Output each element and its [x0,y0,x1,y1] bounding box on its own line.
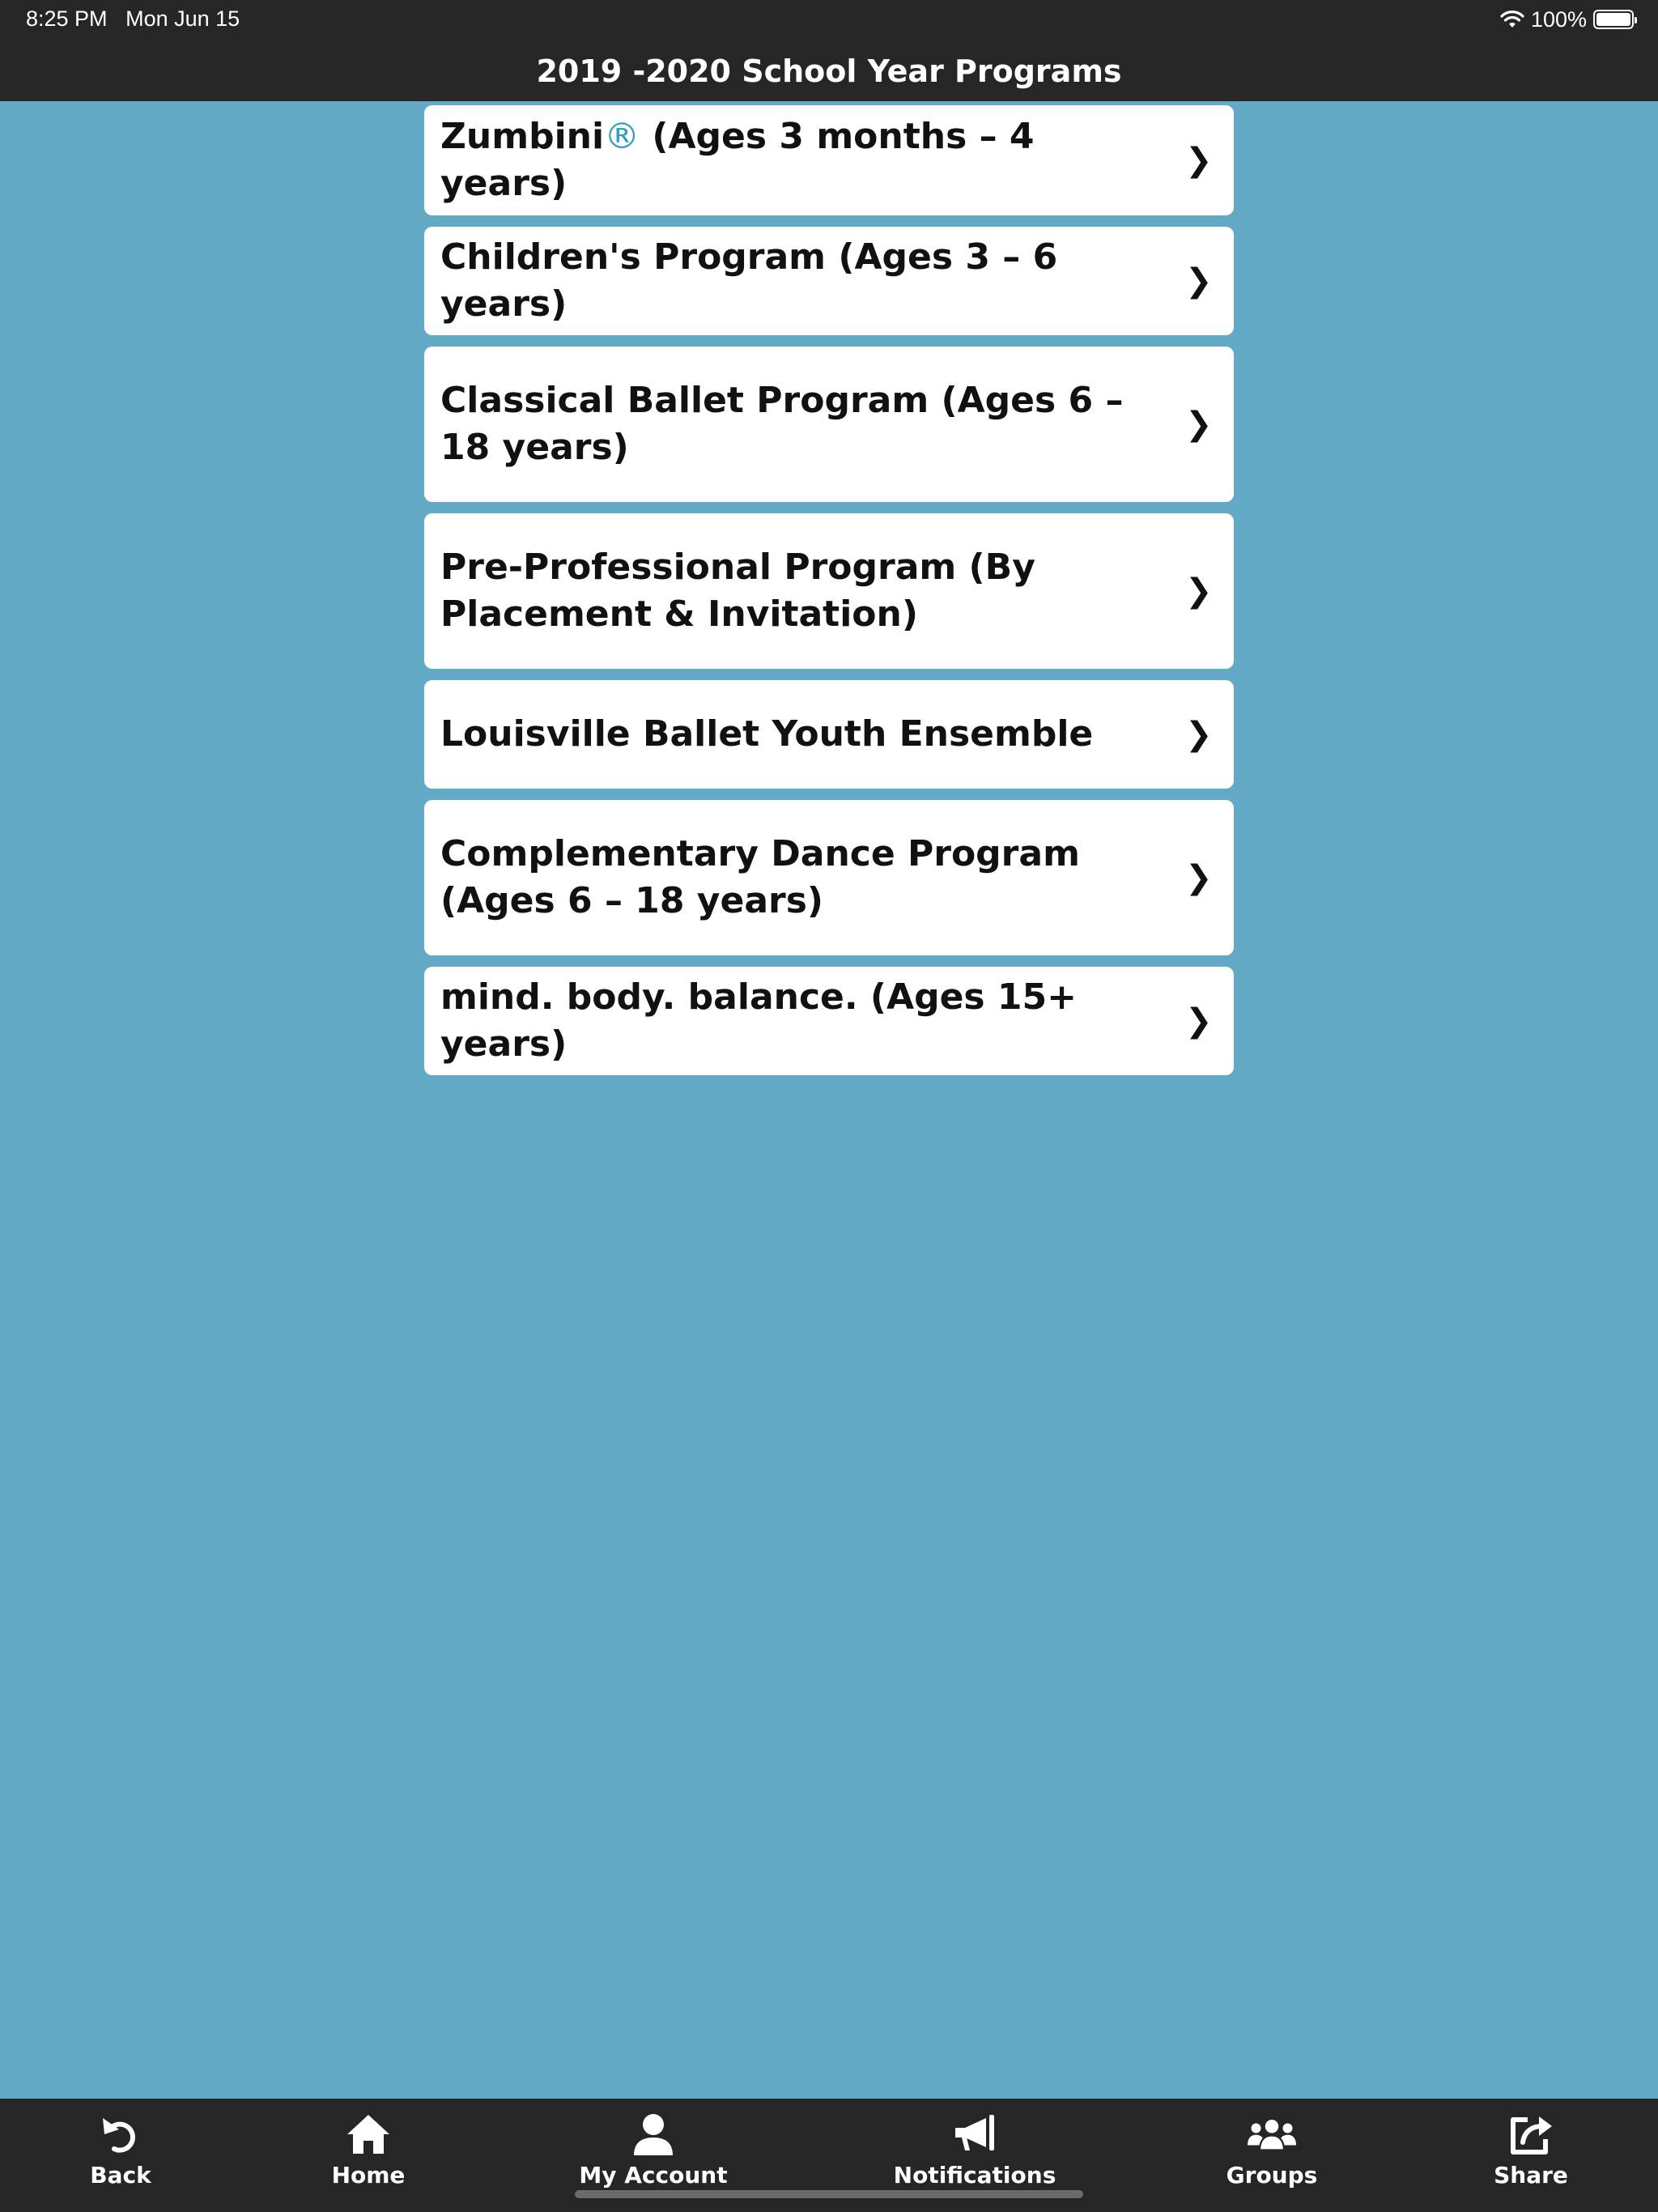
page-title: 2019 -2020 School Year Programs [536,53,1122,89]
chevron-right-icon: ❯ [1185,406,1213,443]
tab-groups[interactable] [1171,2112,1373,2189]
user-icon [629,2112,678,2157]
program-item-mind-body-balance[interactable] [424,967,1234,1075]
tab-share[interactable] [1430,2112,1632,2189]
program-item-label: Classical Ballet Program (Ages 6 – 18 years) [440,380,1124,468]
program-item-childrens[interactable] [424,227,1234,335]
program-item-youth-ensemble[interactable] [424,680,1234,789]
program-name-main: Zumbini [440,116,605,157]
chevron-right-icon: ❯ [1185,142,1213,179]
registered-mark: ® [604,116,640,157]
program-item-label: Louisville Ballet Youth Ensemble [440,713,1094,755]
tab-back-label: Back [90,2162,151,2189]
groups-icon [1248,2112,1296,2157]
battery-percent: 100% [1530,6,1587,32]
wifi-icon [1500,10,1524,29]
tab-my-account[interactable] [552,2112,755,2189]
status-bar-right [1500,6,1634,32]
chevron-right-icon: ❯ [1185,716,1213,753]
status-bar-time [26,6,240,32]
program-item-label: Pre-Professional Program (By Placement & Invitation) [440,547,1035,635]
tab-notifications[interactable] [874,2112,1076,2189]
top-bar [0,0,1658,101]
tab-groups-label: Groups [1226,2162,1318,2189]
program-item-classical-ballet[interactable] [424,347,1234,502]
home-icon [344,2112,393,2157]
chevron-right-icon: ❯ [1185,859,1213,896]
program-item-label: Complementary Dance Program (Ages 6 – 18 years) [440,833,1080,921]
tab-home[interactable] [267,2112,470,2189]
tab-share-label: Share [1494,2162,1568,2189]
status-time: 8:25 PM [26,6,108,31]
program-item-pre-professional[interactable] [424,513,1234,669]
chevron-right-icon: ❯ [1185,262,1213,300]
program-item-label: mind. body. balance. (Ages 15+ years) [440,976,1078,1065]
share-icon [1507,2112,1555,2157]
tab-home-label: Home [331,2162,406,2189]
battery-level [1596,13,1630,26]
program-name-rest: (Ages 3 months – 4 years) [440,116,1035,204]
home-indicator[interactable] [575,2190,1083,2198]
program-item-label: Children's Program (Ages 3 – 6 years) [440,236,1058,325]
status-date: Mon Jun 15 [125,6,240,31]
back-arrow-icon [96,2112,145,2157]
program-item-label [440,113,1185,207]
chevron-right-icon: ❯ [1185,1002,1213,1040]
chevron-right-icon: ❯ [1185,572,1213,610]
program-item-complementary-dance[interactable] [424,800,1234,955]
program-item-zumbini[interactable] [424,105,1234,215]
battery-icon [1593,10,1634,29]
tab-my-account-label: My Account [579,2162,728,2189]
tab-notifications-label: Notifications [893,2162,1056,2189]
megaphone-icon [950,2112,999,2157]
tab-back[interactable] [19,2112,222,2189]
